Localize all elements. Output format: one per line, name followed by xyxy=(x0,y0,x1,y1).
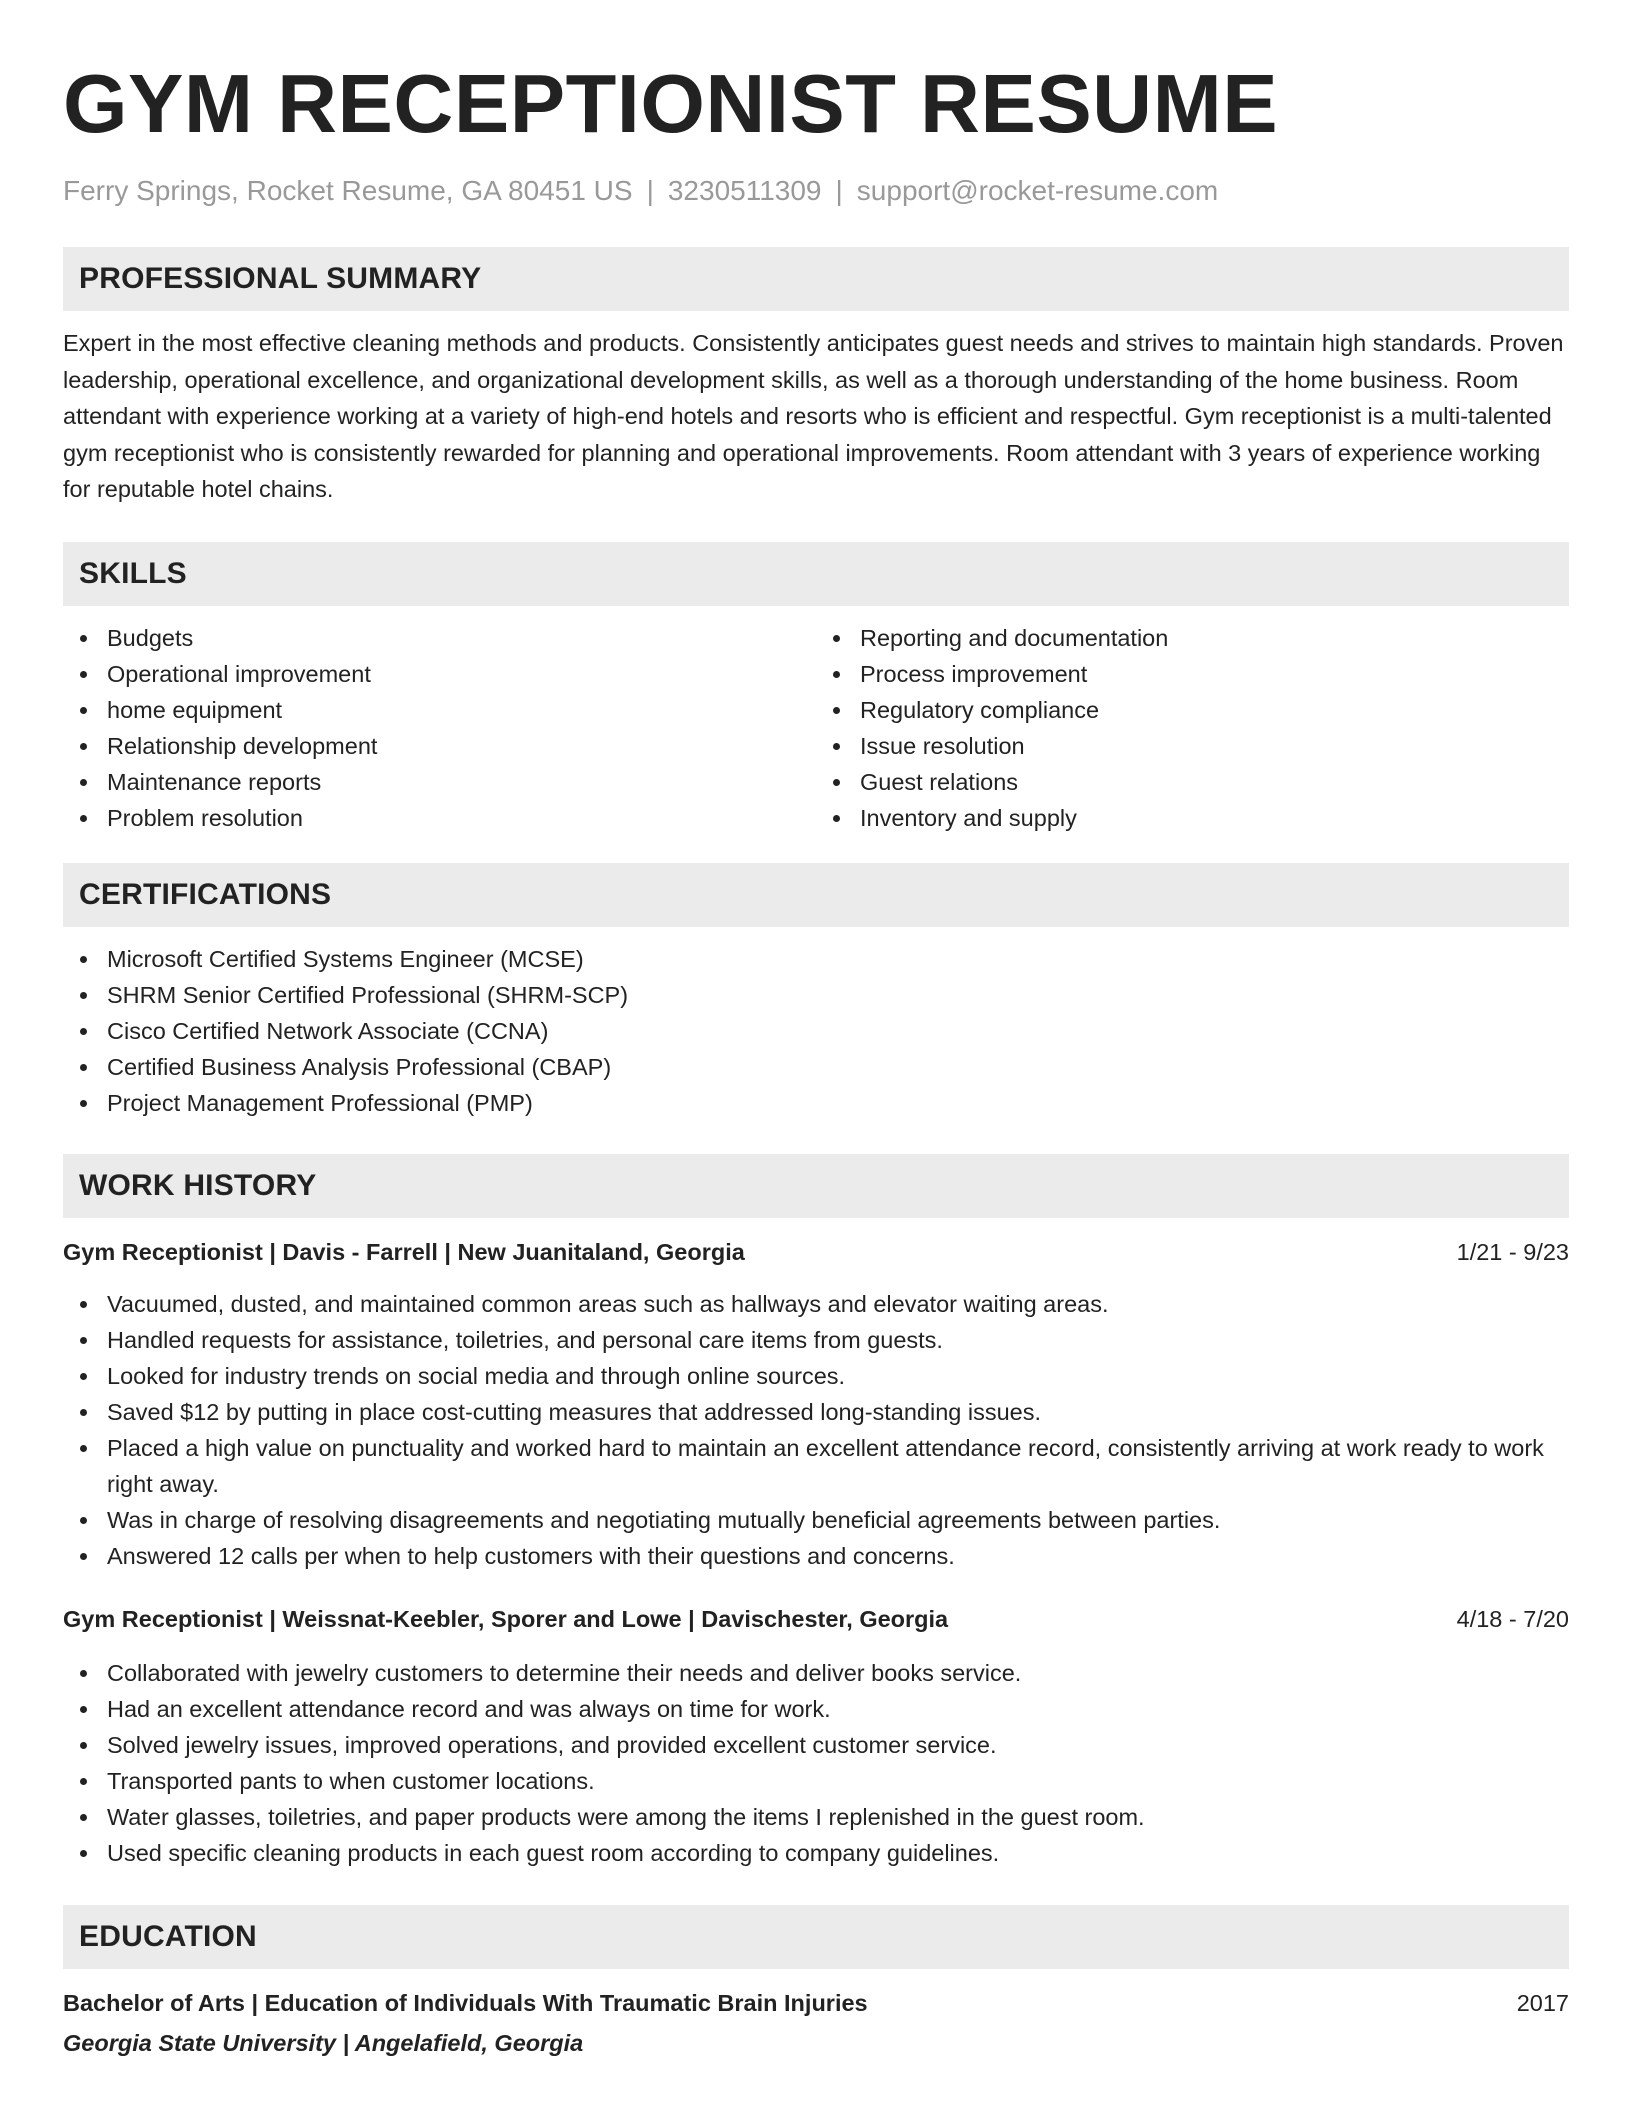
section-header-education: EDUCATION xyxy=(63,1905,1569,1969)
job-duty-item: Used specific cleaning products in each guest room according to company guidelines. xyxy=(63,1835,1569,1871)
resume-title: GYM RECEPTIONIST RESUME xyxy=(63,57,1279,150)
job-header xyxy=(63,1601,1569,1637)
job-duty-item: Collaborated with jewelry customers to determine their needs and deliver books service. xyxy=(63,1655,1569,1691)
job-duty-item: Water glasses, toiletries, and paper products were among the items I replenished in the guest room. xyxy=(63,1799,1569,1835)
certification-item: Cisco Certified Network Associate (CCNA) xyxy=(63,1013,1569,1049)
job-duty-item: Placed a high value on punctuality and worked hard to maintain an excellent attendance record, consistently arriving at work ready to work right away. xyxy=(63,1430,1569,1502)
job-duty-item: Answered 12 calls per when to help customers with their questions and concerns. xyxy=(63,1538,1569,1574)
summary-text: Expert in the most effective cleaning methods and products. Consistently anticipates guest needs and strives to maintain high standards. Proven leadership, operational excellence, and organizational development skills, as well as a thorough understanding of the home business. Room attendant with experience working at a variety of high-end hotels and resorts who is efficient and respectful. Gym receptionist is a multi-talented gym receptionist who is consistently rewarded for planning and operational improvements. Room attendant with 3 years of experience working for reputable hotel chains. xyxy=(63,330,1564,502)
job-duty-item: Had an excellent attendance record and was always on time for work. xyxy=(63,1691,1569,1727)
certification-item: Certified Business Analysis Professional (CBAP) xyxy=(63,1049,1569,1085)
contact-separator: | xyxy=(835,175,843,206)
skill-item: Budgets xyxy=(63,620,816,656)
job-duty-item: Handled requests for assistance, toiletries, and personal care items from guests. xyxy=(63,1322,1569,1358)
job-duty-item: Was in charge of resolving disagreements and negotiating mutually beneficial agreements between parties. xyxy=(63,1502,1569,1538)
section-header-skills: SKILLS xyxy=(63,542,1569,606)
job-duty-item: Vacuumed, dusted, and maintained common areas such as hallways and elevator waiting areas. xyxy=(63,1286,1569,1322)
job-duties xyxy=(63,1655,1569,1871)
job-title: Gym Receptionist | Davis - Farrell | New Juanitaland, Georgia xyxy=(63,1238,745,1265)
section-header-summary: PROFESSIONAL SUMMARY xyxy=(63,247,1569,311)
certification-item: SHRM Senior Certified Professional (SHRM-SCP) xyxy=(63,977,1569,1013)
job-entry xyxy=(63,1234,1569,1574)
education-header xyxy=(63,1985,1569,2021)
education-degree: Bachelor of Arts | Education of Individuals With Traumatic Brain Injuries xyxy=(63,1989,868,2016)
certification-item: Project Management Professional (PMP) xyxy=(63,1085,1569,1121)
skills-list xyxy=(63,620,1569,836)
education-school: Georgia State University | Angelafield, Georgia xyxy=(63,2029,584,2056)
skill-item: Guest relations xyxy=(816,764,1569,800)
skill-item: Problem resolution xyxy=(63,800,816,836)
job-duty-item: Solved jewelry issues, improved operations, and provided excellent customer service. xyxy=(63,1727,1569,1763)
job-duty-item: Saved $12 by putting in place cost-cutting measures that addressed long-standing issues. xyxy=(63,1394,1569,1430)
contact-email: support@rocket-resume.com xyxy=(856,175,1219,206)
skill-item: Relationship development xyxy=(63,728,816,764)
certifications-list xyxy=(63,941,1569,1121)
certification-item: Microsoft Certified Systems Engineer (MCSE) xyxy=(63,941,1569,977)
section-header-work-history: WORK HISTORY xyxy=(63,1154,1569,1218)
skill-item: Issue resolution xyxy=(816,728,1569,764)
skill-item: Inventory and supply xyxy=(816,800,1569,836)
skill-item: Maintenance reports xyxy=(63,764,816,800)
job-duty-item: Looked for industry trends on social media and through online sources. xyxy=(63,1358,1569,1394)
skill-item: Reporting and documentation xyxy=(816,620,1569,656)
skill-item: Process improvement xyxy=(816,656,1569,692)
job-title: Gym Receptionist | Weissnat-Keebler, Sporer and Lowe | Davischester, Georgia xyxy=(63,1605,949,1632)
job-duty-item: Transported pants to when customer locations. xyxy=(63,1763,1569,1799)
section-header-certifications: CERTIFICATIONS xyxy=(63,863,1569,927)
skills-column-left xyxy=(63,620,816,836)
job-entry xyxy=(63,1601,1569,1871)
skill-item: home equipment xyxy=(63,692,816,728)
education-year: 2017 xyxy=(1516,1989,1569,2016)
contact-address: Ferry Springs, Rocket Resume, GA 80451 US xyxy=(63,175,633,206)
contact-line xyxy=(63,174,1569,208)
job-dates: 1/21 - 9/23 xyxy=(1456,1238,1569,1265)
skill-item: Regulatory compliance xyxy=(816,692,1569,728)
job-duties xyxy=(63,1286,1569,1574)
skill-item: Operational improvement xyxy=(63,656,816,692)
contact-separator: | xyxy=(646,175,654,206)
contact-phone: 3230511309 xyxy=(667,175,822,206)
job-header xyxy=(63,1234,1569,1270)
skills-column-right xyxy=(816,620,1569,836)
job-dates: 4/18 - 7/20 xyxy=(1456,1605,1569,1632)
